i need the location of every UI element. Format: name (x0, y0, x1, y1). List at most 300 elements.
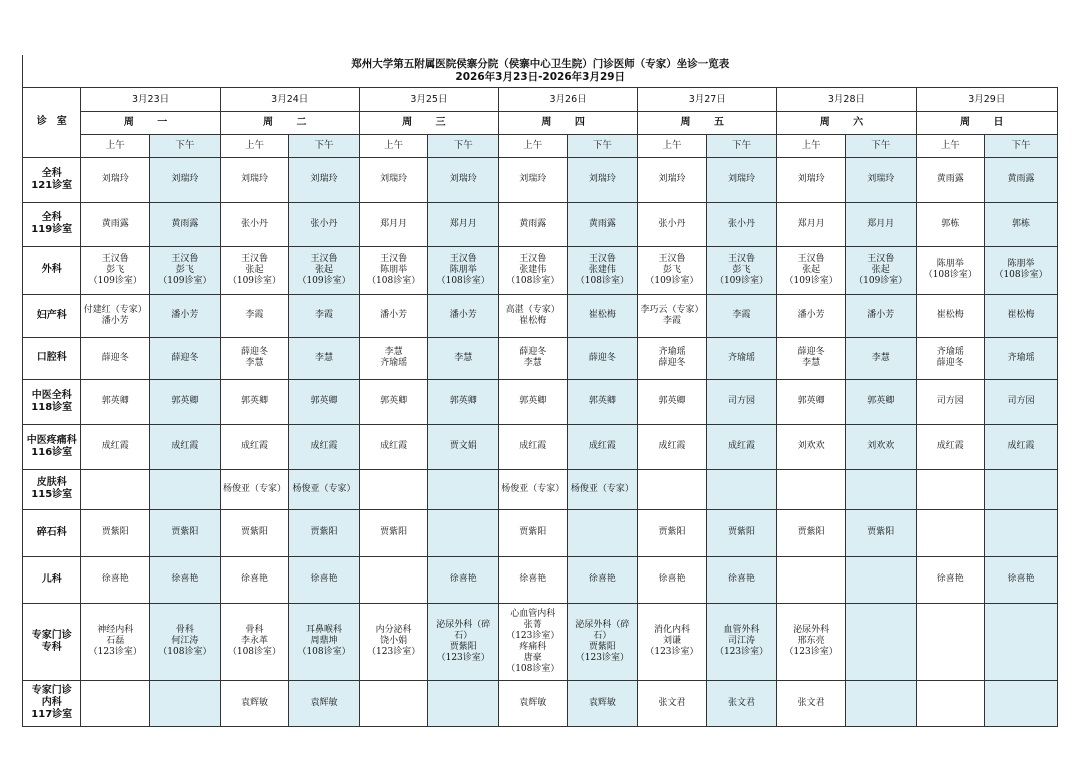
am-slot-cell (499, 603, 568, 680)
doctor-text: 王汉鲁 (658, 253, 686, 264)
doctor-text: 刘瑞玲 (240, 174, 268, 184)
doctor-text: 疼痛科 (519, 641, 547, 652)
doctor-text: 陈朋举 (380, 264, 408, 275)
department-line: 口腔科 (36, 352, 67, 363)
doctor-text: （108诊室） (575, 275, 629, 286)
am-slot-cell (359, 509, 428, 556)
department-line: 119诊室 (31, 224, 73, 235)
am-slot-cell (638, 469, 707, 509)
am-slot-cell (777, 202, 846, 246)
doctor-text: 王汉鲁 (797, 253, 825, 264)
pm-slot-cell (706, 680, 777, 726)
am-slot-cell (638, 556, 707, 603)
pm-slot-cell (150, 202, 221, 246)
doctor-text: 李慧 (523, 358, 542, 368)
am-slot-cell (777, 294, 846, 337)
am-slot-cell (638, 379, 707, 424)
table-row (23, 509, 1058, 556)
table-row (23, 556, 1058, 603)
am-header: 上午 (638, 134, 707, 157)
doctor-text: 泌尿外科 (793, 625, 830, 635)
doctor-text: 彭飞 (106, 264, 125, 275)
doctor-text: （108诊室） (436, 275, 490, 286)
doctor-text: （123诊室） (575, 652, 629, 663)
doctor-text: 潘小芳 (171, 310, 199, 320)
am-slot-cell (777, 424, 846, 469)
pm-header: 下午 (428, 134, 499, 157)
am-slot-cell (359, 424, 428, 469)
pm-slot-cell (706, 294, 777, 337)
department-line: 中医全科 (31, 389, 72, 401)
am-header: 上午 (916, 134, 985, 157)
am-slot-cell (81, 157, 150, 202)
am-slot-cell (638, 337, 707, 379)
doctor-text: 张小丹 (240, 218, 268, 229)
pm-slot-cell (985, 556, 1058, 603)
pm-slot-cell (985, 337, 1058, 379)
doctor-text: 张菁 (523, 619, 542, 630)
pm-slot-cell (567, 424, 638, 469)
am-slot-cell (916, 337, 985, 379)
doctor-text: 袁辉敏 (519, 697, 547, 708)
pm-slot-cell (845, 603, 916, 680)
table-row (23, 424, 1058, 469)
am-slot-cell (638, 680, 707, 726)
doctor-text: 高湛（专家） (505, 304, 560, 315)
pm-slot-cell (567, 556, 638, 603)
am-slot-cell (359, 246, 428, 294)
pm-slot-cell (428, 202, 499, 246)
am-slot-cell (499, 337, 568, 379)
pm-header: 下午 (706, 134, 777, 157)
doctor-text: （109诊室） (88, 275, 142, 286)
doctor-text: 贾紫阳 (867, 527, 895, 537)
doctor-text: 李霞 (732, 310, 751, 320)
pm-slot-cell (845, 469, 916, 509)
doctor-text: 张起 (315, 264, 334, 275)
doctor-text: 郭栋 (1012, 218, 1031, 229)
pm-slot-cell (706, 157, 777, 202)
am-slot-cell (916, 680, 985, 726)
table-row (23, 469, 1058, 509)
pm-slot-cell (150, 424, 221, 469)
department-line: 内科 (41, 697, 62, 708)
doctor-text: 李慧 (802, 358, 821, 368)
am-slot-cell (81, 246, 150, 294)
department-cell (23, 337, 81, 379)
schedule-table (22, 55, 1058, 727)
doctor-text: 贾紫阳 (588, 641, 616, 652)
am-slot-cell (916, 294, 985, 337)
am-slot-cell (359, 680, 428, 726)
pm-slot-cell (845, 680, 916, 726)
pm-slot-cell (706, 246, 777, 294)
pm-slot-cell (706, 202, 777, 246)
doctor-text: 刘瑞玲 (867, 174, 895, 184)
doctor-text: 崔松梅 (1007, 310, 1035, 320)
doctor-text: （109诊室） (227, 275, 282, 286)
doctor-text: 徐喜艳 (449, 574, 477, 584)
am-slot-cell (916, 469, 985, 509)
am-slot-cell (777, 157, 846, 202)
doctor-text: （123诊室） (645, 647, 699, 657)
doctor-text: （123诊室） (436, 652, 490, 663)
doctor-text: 张小丹 (310, 218, 338, 229)
table-row (23, 603, 1058, 680)
department-line: 皮肤科 (36, 477, 67, 488)
doctor-text: 张小丹 (728, 218, 756, 229)
doctor-text: 周鼎坤 (310, 636, 338, 646)
doctor-text: 陈朋举 (449, 264, 477, 275)
am-slot-cell (777, 246, 846, 294)
pm-slot-cell (985, 424, 1058, 469)
doctor-text: 郭栋 (941, 218, 960, 229)
doctor-text: 潘小芳 (449, 310, 477, 320)
pm-slot-cell (845, 157, 916, 202)
doctor-text: 付建红（专家） (83, 304, 147, 315)
date-header: 3月26日 (499, 87, 638, 111)
doctor-text: 张文君 (658, 697, 686, 708)
pm-slot-cell (567, 202, 638, 246)
department-line: 116诊室 (31, 446, 73, 458)
department-cell (23, 246, 81, 294)
am-slot-cell (499, 509, 568, 556)
am-slot-cell (81, 469, 150, 509)
weekday-header: 周 一 (81, 111, 220, 134)
doctor-text: 王汉鲁 (380, 253, 408, 264)
date-header: 3月29日 (916, 87, 1057, 111)
doctor-text: （108诊室） (227, 647, 282, 657)
department-line: 115诊室 (31, 489, 73, 500)
am-slot-cell (81, 294, 150, 337)
doctor-text: （108诊室） (506, 275, 560, 286)
pm-slot-cell (985, 202, 1058, 246)
sheet-title (23, 55, 1058, 87)
doctor-text: 刘瑞玲 (588, 174, 616, 184)
pm-slot-cell (428, 337, 499, 379)
table-row (23, 294, 1058, 337)
doctor-text: 齐瑜瑶 (1007, 352, 1035, 363)
pm-slot-cell (150, 469, 221, 509)
pm-slot-cell (428, 424, 499, 469)
doctor-text: 司方园 (936, 396, 964, 406)
pm-header: 下午 (567, 134, 638, 157)
doctor-text: 成红霞 (519, 441, 547, 451)
doctor-text: 崔松梅 (936, 310, 964, 320)
doctor-text: （109诊室） (297, 275, 351, 286)
doctor-text: 成红霞 (380, 441, 408, 451)
doctor-text: （123诊室） (506, 630, 560, 641)
am-slot-cell (81, 680, 150, 726)
am-slot-cell (916, 509, 985, 556)
doctor-text: 潘小芳 (797, 310, 825, 320)
am-slot-cell (81, 603, 150, 680)
department-cell (23, 509, 81, 556)
doctor-text: 郭英卿 (519, 396, 547, 406)
pm-slot-cell (985, 294, 1058, 337)
pm-slot-cell (985, 509, 1058, 556)
department-cell (23, 424, 81, 469)
doctor-text: 贾紫阳 (101, 527, 129, 537)
doctor-text: 张起 (871, 264, 890, 275)
doctor-text: 石磊 (106, 636, 125, 646)
pm-slot-cell (845, 202, 916, 246)
doctor-text: 徐喜艳 (588, 574, 616, 584)
doctor-text: 袁辉敏 (588, 697, 616, 708)
pm-slot-cell (289, 294, 360, 337)
pm-slot-cell (289, 379, 360, 424)
doctor-text: 徐喜艳 (936, 574, 964, 584)
weekday-header: 周 六 (777, 111, 916, 134)
am-slot-cell (220, 337, 289, 379)
am-slot-cell (220, 294, 289, 337)
table-row (23, 202, 1058, 246)
am-slot-cell (916, 202, 985, 246)
doctor-text: 袁辉敏 (240, 697, 268, 708)
doctor-text: 成红霞 (588, 441, 616, 451)
department-cell (23, 469, 81, 509)
doctor-text: （123诊室） (714, 647, 769, 657)
doctor-text: 王汉鲁 (867, 253, 895, 264)
am-slot-cell (499, 294, 568, 337)
doctor-text: 彭飞 (175, 264, 194, 275)
weekday-header: 周 五 (638, 111, 777, 134)
doctor-text: 薛迎冬 (171, 352, 199, 363)
am-slot-cell (777, 469, 846, 509)
doctor-text: 薛迎冬 (101, 352, 129, 363)
doctor-text: 贾文娟 (449, 441, 477, 451)
doctor-text: 郑月月 (797, 218, 825, 229)
doctor-text: 郭英卿 (658, 396, 686, 406)
doctor-text: 杨俊亚（专家） (222, 483, 286, 494)
pm-slot-cell (150, 157, 221, 202)
department-line: 专家门诊 (31, 629, 72, 641)
pm-slot-cell (428, 294, 499, 337)
doctor-text: 刘瑞玲 (380, 174, 408, 184)
doctor-text: 张建伟 (519, 264, 547, 275)
doctor-text: （109诊室） (784, 275, 838, 286)
doctor-text: 贾紫阳 (171, 527, 199, 537)
doctor-text: 王汉鲁 (310, 253, 338, 264)
doctor-text: 潘小芳 (380, 310, 408, 320)
doctor-text: 李霞 (245, 310, 264, 320)
doctor-text: 徐喜艳 (519, 574, 547, 584)
weekday-header: 周 二 (220, 111, 359, 134)
doctor-text: 消化内科 (653, 625, 690, 635)
doctor-text: 黄雨露 (101, 218, 129, 229)
department-cell (23, 202, 81, 246)
am-header: 上午 (220, 134, 289, 157)
am-slot-cell (916, 556, 985, 603)
am-header: 上午 (359, 134, 428, 157)
doctor-text: 郭英卿 (797, 396, 825, 406)
doctor-text: 王汉鲁 (240, 253, 268, 264)
am-slot-cell (916, 424, 985, 469)
pm-slot-cell (567, 379, 638, 424)
am-slot-cell (499, 157, 568, 202)
table-row (23, 379, 1058, 424)
doctor-text: 司方园 (1007, 396, 1035, 406)
doctor-text: 唐豪 (523, 652, 542, 663)
doctor-text: 心血管内科 (510, 608, 556, 619)
department-line: 专家门诊 (31, 685, 72, 696)
doctor-text: 贾紫阳 (380, 527, 408, 537)
pm-header: 下午 (289, 134, 360, 157)
doctor-text: 袁辉敏 (310, 697, 338, 708)
department-line: 全科 (41, 167, 62, 179)
pm-slot-cell (567, 337, 638, 379)
am-slot-cell (81, 424, 150, 469)
doctor-text: 徐喜艳 (171, 574, 199, 584)
pm-slot-cell (428, 469, 499, 509)
am-slot-cell (916, 603, 985, 680)
pm-slot-cell (150, 509, 221, 556)
pm-slot-cell (845, 337, 916, 379)
pm-slot-cell (985, 680, 1058, 726)
doctor-text: 薛迎冬 (658, 358, 686, 368)
doctor-text: 彭飞 (732, 264, 751, 275)
pm-slot-cell (289, 469, 360, 509)
weekday-header: 周 四 (499, 111, 638, 134)
pm-slot-cell (706, 337, 777, 379)
department-line: 全科 (41, 212, 62, 223)
pm-slot-cell (985, 469, 1058, 509)
title-line-2: 2026年3月23日-2026年3月29日 (455, 70, 626, 83)
doctor-text: 泌尿外科（碎 (436, 619, 491, 630)
pm-slot-cell (706, 379, 777, 424)
pm-slot-cell (845, 509, 916, 556)
doctor-text: 王汉鲁 (728, 253, 756, 264)
pm-slot-cell (985, 603, 1058, 680)
doctor-text: 贾紫阳 (658, 527, 686, 537)
doctor-text: 徐喜艳 (310, 574, 338, 584)
am-slot-cell (359, 379, 428, 424)
doctor-text: 刘瑞玲 (310, 174, 338, 184)
doctor-text: 陈朋举 (1007, 259, 1035, 269)
am-slot-cell (638, 246, 707, 294)
department-cell (23, 680, 81, 726)
pm-slot-cell (567, 469, 638, 509)
am-slot-cell (499, 379, 568, 424)
pm-slot-cell (567, 157, 638, 202)
pm-slot-cell (150, 379, 221, 424)
pm-slot-cell (567, 246, 638, 294)
doctor-text: 贾紫阳 (519, 527, 547, 537)
doctor-text: 李霞 (662, 315, 681, 326)
doctor-text: 黄雨露 (588, 218, 616, 229)
doctor-text: 黄雨露 (1007, 174, 1035, 184)
doctor-text: 郭英卿 (449, 396, 477, 406)
am-slot-cell (638, 509, 707, 556)
doctor-text: 薛迎冬 (519, 347, 547, 357)
doctor-text: 李慧 (315, 352, 334, 363)
doctor-text: 李巧云（专家） (640, 304, 704, 315)
doctor-text: 潘小芳 (867, 310, 895, 320)
date-header: 3月24日 (220, 87, 359, 111)
pm-slot-cell (428, 246, 499, 294)
am-slot-cell (638, 603, 707, 680)
am-slot-cell (499, 246, 568, 294)
am-slot-cell (220, 246, 289, 294)
doctor-text: （109诊室） (645, 275, 699, 286)
department-cell (23, 294, 81, 337)
doctor-text: 齐瑜瑶 (658, 347, 686, 357)
am-slot-cell (916, 157, 985, 202)
doctor-text: 郑月月 (867, 218, 895, 229)
am-header: 上午 (777, 134, 846, 157)
doctor-text: 成红霞 (171, 441, 199, 451)
am-slot-cell (81, 337, 150, 379)
am-slot-cell (220, 509, 289, 556)
doctor-text: 黄雨露 (171, 218, 199, 229)
am-slot-cell (777, 337, 846, 379)
doctor-text: 崔松梅 (519, 315, 547, 326)
doctor-text: 饶小娟 (380, 636, 408, 646)
doctor-text: 陈朋举 (936, 259, 964, 269)
doctor-text: （109诊室） (158, 275, 212, 286)
pm-slot-cell (567, 294, 638, 337)
doctor-text: 徐喜艳 (101, 574, 129, 584)
am-slot-cell (220, 556, 289, 603)
doctor-text: 徐喜艳 (240, 574, 268, 584)
doctor-text: 薛迎冬 (936, 358, 964, 368)
doctor-text: 耳鼻喉科 (306, 625, 343, 635)
table-row (23, 680, 1058, 726)
department-line: 外科 (41, 264, 62, 275)
doctor-text: 贾紫阳 (449, 641, 477, 652)
table-row (23, 246, 1058, 294)
doctor-text: 司江涛 (728, 636, 756, 646)
pm-slot-cell (706, 469, 777, 509)
doctor-text: 贾紫阳 (310, 527, 338, 537)
doctor-text: 杨俊亚（专家） (570, 483, 634, 494)
am-slot-cell (220, 680, 289, 726)
doctor-text: 黄雨露 (936, 174, 964, 184)
doctor-text: 王汉鲁 (101, 253, 129, 264)
table-row (23, 337, 1058, 379)
pm-header: 下午 (845, 134, 916, 157)
am-slot-cell (499, 424, 568, 469)
am-slot-cell (81, 202, 150, 246)
doctor-text: 刘欢欢 (867, 441, 895, 451)
department-cell (23, 157, 81, 202)
date-header: 3月27日 (638, 87, 777, 111)
doctor-text: 薛迎冬 (240, 347, 268, 357)
pm-slot-cell (289, 202, 360, 246)
pm-slot-cell (428, 509, 499, 556)
doctor-text: （108诊室） (158, 647, 212, 657)
am-slot-cell (916, 379, 985, 424)
am-slot-cell (220, 469, 289, 509)
table-row (23, 157, 1058, 202)
doctor-text: 杨俊亚（专家） (501, 483, 565, 494)
doctor-text: 泌尿外科（碎 (575, 619, 630, 630)
doctor-text: 黄雨露 (519, 218, 547, 229)
doctor-text: （123诊室） (784, 647, 838, 657)
doctor-text: 郑月月 (380, 218, 408, 229)
doctor-text: 邢东亮 (797, 636, 825, 646)
doctor-text: 刘瑞玲 (171, 174, 199, 184)
doctor-text: 刘瑞玲 (519, 174, 547, 184)
doctor-text: 张文君 (728, 697, 756, 708)
doctor-text: 李慧 (871, 352, 890, 363)
pm-slot-cell (289, 424, 360, 469)
am-slot-cell (220, 202, 289, 246)
date-header: 3月25日 (359, 87, 498, 111)
am-slot-cell (220, 379, 289, 424)
am-slot-cell (499, 469, 568, 509)
doctor-text: 齐瑜瑶 (936, 347, 964, 357)
